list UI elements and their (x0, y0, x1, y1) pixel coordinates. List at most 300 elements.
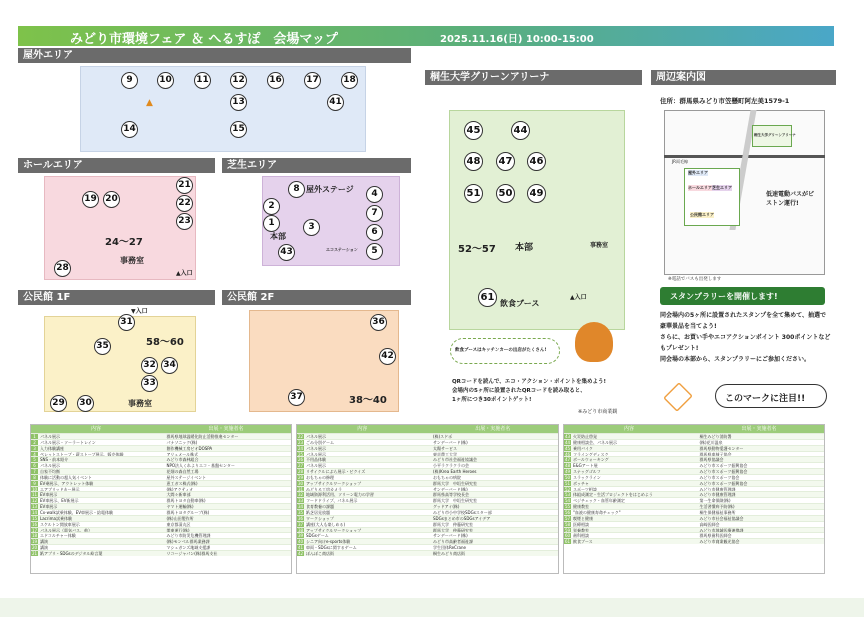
row-exhibitor: 恵工ガス株式(株) (166, 480, 198, 486)
row-exhibitor: みどり市防災危機管理課 (166, 533, 211, 539)
table-row (31, 491, 291, 497)
row-content: ベジチェック・血管年齢測定 (573, 498, 625, 504)
booth-6: 6 (366, 224, 383, 241)
row-content: シニア向けe-sports体験 (306, 539, 351, 545)
row-number: 39 (297, 533, 304, 539)
booth-52-57: 52～57 (458, 244, 496, 255)
row-number: 5 (31, 457, 38, 462)
table-row (297, 503, 558, 509)
map-note: ※電話でバスも出発します (668, 277, 722, 282)
row-number: 25 (297, 451, 304, 457)
row-content: Lacrima試乗体験 (40, 515, 72, 521)
map-rail-label: JR両毛線 (672, 159, 688, 164)
row-content: Cx-walk試乗体験、EV車展示・給電体験 (40, 509, 114, 515)
row-content: スナッグゴルフ (573, 469, 601, 474)
row-exhibitor: 第一生命保険(株) (699, 498, 731, 504)
row-exhibitor: マシュガンズ地域支援課 (166, 545, 211, 550)
row-number: 40 (297, 539, 304, 545)
table-row (297, 538, 558, 544)
booth-28: 28 (54, 260, 71, 277)
row-number: 51 (564, 480, 571, 486)
row-exhibitor: 群馬大学 中垣生研究室 (433, 480, 477, 486)
row-exhibitor: 桐生みどり消防署 (699, 434, 732, 439)
row-content: スポーツ相談 (573, 486, 597, 492)
qr-text: QRコードを読んで、エコ・アクション・ポイントを集めよう! 会場内の5ヶ所に設置されたQRコードを読み取ると、 1ヶ所につき30ポイントゲット! (452, 379, 607, 403)
row-number: 26 (297, 457, 304, 463)
table-row (297, 486, 558, 492)
row-number: 23 (297, 439, 304, 445)
row-number: 15 (31, 515, 38, 521)
table-row (564, 462, 824, 468)
booth-23: 23 (176, 213, 193, 230)
row-number: 38 (297, 527, 304, 533)
row-content: 講演 (40, 539, 48, 545)
row-content: パネル展示 (40, 463, 60, 469)
row-number: 31 (297, 486, 304, 492)
table-row (297, 497, 558, 503)
row-exhibitor: みどり市スポーツ振興協会 (699, 480, 748, 486)
kitchen-car-note: 飲食ブースはキッチンカーの出店がたくさん! (455, 348, 547, 353)
row-exhibitor: 太陽サービス (433, 445, 457, 451)
row-content: フードドライブ、パネル展示 (306, 498, 358, 504)
table-row (564, 445, 824, 451)
table-row (564, 527, 824, 533)
row-number: 41 (297, 545, 304, 551)
booth-49: 49 (527, 184, 546, 203)
row-number: 32 (297, 492, 304, 498)
row-exhibitor: みどり市スポーツ協会 (699, 474, 740, 480)
row-exhibitor: 群馬大学 中垣生研究室 (433, 498, 477, 504)
booth-18: 18 (341, 72, 358, 89)
table-row (297, 509, 558, 515)
outdoor-area-title: 屋外エリア (18, 48, 411, 63)
table-row (31, 544, 291, 550)
row-exhibitor: おもちゃの病院 (433, 474, 461, 480)
row-exhibitor: (株)モンベル群馬業務課 (166, 539, 210, 545)
booth-9: 9 (121, 72, 138, 89)
table-header: 内容 出展・実施者名 (564, 425, 824, 433)
row-content: EV車展示 (40, 492, 58, 498)
row-exhibitor: アリュメール株式 (166, 451, 199, 457)
row-number: 13 (31, 504, 38, 510)
civic-1f-entrance: ▼入口 (131, 308, 148, 315)
booth-12: 12 (230, 72, 247, 89)
row-exhibitor: みどり市健康管理課 (699, 492, 736, 498)
lawn-hq: 本部 (270, 232, 286, 241)
table-row (297, 451, 558, 457)
row-content: EV車展示 (40, 504, 58, 509)
row-content: ワークショップ (306, 515, 334, 521)
row-content: 健康相談会、パネル展示 (573, 439, 617, 445)
row-exhibitor: みどり市社会福祉協議会 (699, 515, 744, 521)
table-row (297, 468, 558, 474)
table-row (297, 439, 558, 445)
row-content: アップサイクルワークショップ (306, 480, 362, 486)
table-row (297, 532, 558, 538)
row-number: 4 (31, 452, 38, 457)
row-content: 不用品体験 (306, 457, 326, 463)
table-row (564, 456, 824, 462)
booth-45: 45 (464, 121, 483, 140)
row-content: パネル展示 (306, 445, 326, 451)
row-number: 53 (564, 492, 571, 498)
map-arena-label: 桐生大学グリーンアリーナ (754, 133, 796, 137)
booth-21: 21 (176, 177, 193, 194)
row-content: ボッチャ (573, 480, 589, 486)
row-exhibitor: 小平ラクラクラの会 (433, 463, 469, 469)
row-content: パネル展示 (40, 434, 60, 439)
row-content: 飲食ブース (573, 539, 593, 545)
row-number: 34 (297, 504, 304, 510)
booth-44: 44 (511, 121, 530, 140)
guide-address: 住所：群馬県みどり市笠懸町阿左美1579-1 (660, 97, 790, 105)
table-row (297, 515, 558, 521)
booth-3: 3 (303, 219, 320, 236)
table-row (297, 491, 558, 497)
booth-14: 14 (121, 121, 138, 138)
table-body (564, 433, 824, 544)
map-hall-label: ホールエリア (688, 185, 712, 190)
arena-hq: 本部 (515, 243, 534, 253)
civic-1f-title: 公民館 1F (18, 290, 215, 305)
table-row (31, 538, 291, 544)
booth-48: 48 (464, 152, 483, 171)
row-content: 食育教養の課題 (306, 504, 334, 509)
table-row (31, 433, 291, 439)
booth-30: 30 (77, 395, 94, 412)
table-row (564, 503, 824, 509)
arena-office: 事務室 (590, 242, 609, 249)
guide-title: 周辺案内図 (651, 70, 836, 85)
row-content: パネル展示 (306, 463, 326, 469)
row-exhibitor: (株)Krea Earth Heroes (433, 469, 477, 474)
table-row (297, 462, 558, 468)
booth-16: 16 (267, 72, 284, 89)
row-number: 57 (564, 515, 571, 521)
row-exhibitor: 関東運行(株) (166, 527, 190, 533)
exhibitor-table-3 (563, 424, 825, 574)
row-content: "血液の健康寿命チェック" (573, 509, 621, 515)
row-content: おもちゃの修理 (306, 474, 334, 480)
row-content: スラックライン (573, 474, 601, 480)
table-row (564, 486, 824, 492)
row-content: 紙アプリ・SDGsのデジタル絵言葉 (40, 550, 103, 556)
row-content: EV車展示、EV新展示 (40, 498, 79, 504)
booth-20: 20 (103, 191, 120, 208)
stamp-mark-icon (663, 382, 693, 412)
table-body (297, 433, 558, 556)
table-row (31, 468, 291, 474)
row-number: 20 (31, 545, 38, 551)
row-exhibitor: 群馬県歯科医師会 (699, 533, 732, 539)
booth-46: 46 (527, 152, 546, 171)
row-exhibitor: みどり市スポーツ振興協会 (699, 469, 748, 474)
row-number: 21 (31, 550, 38, 556)
booth-19: 19 (82, 191, 99, 208)
booth-51: 51 (464, 184, 483, 203)
table-row (31, 486, 291, 492)
table-body (31, 433, 291, 556)
stamp-icon: ▲ (146, 98, 153, 108)
row-exhibitor: 群馬県協議会 (699, 457, 724, 463)
exhibitor-table-1 (30, 424, 292, 574)
booth-37: 37 (288, 389, 305, 406)
table-row (564, 433, 824, 439)
table-row (297, 474, 558, 480)
row-number: 61 (564, 539, 571, 545)
table-row (31, 521, 291, 527)
mark-note: このマークに注目!! (725, 394, 806, 404)
row-number: 58 (564, 521, 571, 527)
table-row (297, 544, 558, 550)
table-row (31, 480, 291, 486)
booth-31: 31 (118, 314, 135, 331)
row-content: みどりる工房カメラ (306, 486, 342, 492)
row-number: 28 (297, 469, 304, 475)
table-row (564, 532, 824, 538)
row-number: 43 (564, 434, 571, 439)
booth-22: 22 (176, 195, 193, 212)
booth-61: 61 (478, 288, 497, 307)
row-exhibitor: 桐生保健福祉事務所 (699, 509, 736, 515)
table-row (564, 451, 824, 457)
table-row (31, 462, 291, 468)
row-number: 29 (297, 474, 304, 480)
row-content: リサイクルにぶら展示・ビクイズ (306, 469, 366, 474)
row-exhibitor: 群馬トヨタグループ(株) (166, 509, 210, 515)
row-exhibitor: サンデーバード(株) (433, 439, 468, 445)
arena-credit: ※みどり市商業観 (578, 409, 618, 415)
booth-42: 42 (379, 348, 396, 365)
row-content: SDGsゲーム (306, 533, 329, 539)
row-exhibitor: 群馬県動物愛護センター (699, 445, 744, 451)
row-exhibitor: みどり市高齢者福祉課 (433, 539, 473, 545)
row-number: 60 (564, 533, 571, 539)
hall-entrance: ▲入口 (176, 270, 193, 277)
booth-5: 5 (366, 243, 383, 260)
booth-11: 11 (194, 72, 211, 89)
booth-15: 15 (230, 121, 247, 138)
booth-17: 17 (304, 72, 321, 89)
row-number: 47 (564, 457, 571, 463)
row-number: 10 (31, 486, 38, 492)
row-exhibitor: 群馬県高等学校長会 (433, 492, 469, 498)
row-exhibitor: SDGsまとめ市のSDGsアイデア (433, 515, 491, 521)
map-outdoor-label: 屋外エリア (688, 170, 708, 175)
booth-1: 1 (263, 215, 280, 232)
exhibitor-table-2 (296, 424, 559, 574)
row-exhibitor: (株)花川温泉 (699, 439, 723, 445)
row-content: ごみ分別ゲーム (306, 439, 334, 445)
booth-47: 47 (496, 152, 515, 171)
map-lawn-label: 芝生エリア (712, 185, 732, 190)
table-row (31, 474, 291, 480)
hall-area-title: ホールエリア (18, 158, 215, 173)
booth-10: 10 (157, 72, 174, 89)
row-content: 医療相談 (573, 521, 589, 527)
table-row (31, 515, 291, 521)
row-number: 22 (297, 434, 304, 439)
row-exhibitor: グッドアイ(株) (433, 504, 460, 509)
table-row (564, 468, 824, 474)
row-exhibitor: リコージャパン(株)群馬支社 (166, 550, 218, 556)
row-content: 紙芝居見放題 (306, 509, 330, 515)
outdoor-stage: 屋外ステージ (306, 185, 354, 194)
row-number: 7 (31, 469, 38, 474)
table-row (297, 480, 558, 486)
row-exhibitor: ヤマト運輸(株) (166, 504, 194, 509)
row-exhibitor: サンデーバード(株) (433, 486, 468, 492)
table-row (31, 497, 291, 503)
table-row (297, 550, 558, 556)
row-number: 1 (31, 434, 38, 439)
row-number: 54 (564, 498, 571, 504)
row-exhibitor: パナソニック(株) (166, 439, 198, 445)
row-exhibitor: (株)スドポ (433, 434, 453, 439)
table-row (297, 456, 558, 462)
row-number: 19 (31, 539, 38, 545)
row-number: 3 (31, 446, 38, 451)
booth-29: 29 (50, 395, 67, 412)
row-content: フライングディスク (573, 451, 609, 457)
row-content: ボールウォーキング (573, 457, 609, 463)
row-content: パネル展示 (306, 434, 326, 439)
stamp-rally-text: 同会場内の5ヶ所に設置されたスタンプを全て集めて、抽選で豪華景品を当てよう! さらに、お買い手やエコアクションポイント 300ポイントなどもプレゼント! 同会場の本部から、スタンプラリーにご参加ください。 (660, 312, 831, 363)
row-number: 35 (297, 509, 304, 515)
row-number: 55 (564, 504, 571, 510)
row-content: エドコルチャー体験 (40, 533, 76, 539)
booth-34: 34 (161, 357, 178, 374)
row-content: ぽんぽこ商店街 (306, 550, 334, 556)
table-row (31, 527, 291, 533)
booth-43: 43 (278, 244, 295, 261)
table-row (31, 509, 291, 515)
row-exhibitor: 群馬大学 仲藤研究室 (433, 521, 473, 527)
row-number: 14 (31, 509, 38, 515)
table-row (31, 550, 291, 556)
row-content: スケルトン開放車展示 (40, 521, 80, 527)
booth-41: 41 (327, 94, 344, 111)
footer-band (0, 598, 864, 617)
row-number: 45 (564, 445, 571, 451)
bus-note: 低速電動バスがピストン運行! (766, 191, 815, 207)
table-row (564, 480, 824, 486)
row-content: EV乗展示、アウトレット体験 (40, 480, 94, 486)
row-number: 49 (564, 469, 571, 475)
table-row (564, 439, 824, 445)
arena-entrance: ▲入口 (570, 294, 587, 301)
row-content: アップサイクルワークショップ (306, 527, 362, 533)
row-number: 9 (31, 481, 38, 486)
row-number: 2 (31, 440, 38, 445)
civic-1f-office: 事務室 (128, 399, 152, 408)
row-number: 17 (31, 527, 38, 533)
row-number: 42 (297, 550, 304, 556)
table-row (297, 445, 558, 451)
row-content: 栄養教室 (573, 527, 589, 533)
row-exhibitor: 創作機械工房ビオDOSPA (166, 445, 213, 451)
row-exhibitor: 群馬大学 仲藤研究室 (433, 527, 473, 533)
row-number: 37 (297, 521, 304, 527)
mascot-icon (575, 322, 613, 362)
row-content: SNS・前本紹介 (40, 457, 69, 463)
row-number: 33 (297, 498, 304, 504)
booth-33: 33 (141, 375, 158, 392)
booth-58-60: 58～60 (146, 337, 184, 348)
row-exhibitor: みどり市商業観光協会 (699, 539, 740, 545)
row-exhibitor: 高崎医師会 (699, 521, 720, 527)
row-number: 27 (297, 463, 304, 469)
row-exhibitor: 群馬県地球温暖化防止活動推進センター (166, 434, 239, 439)
row-number: 46 (564, 451, 571, 457)
row-exhibitor: 東京農工大学 (433, 451, 457, 457)
row-exhibitor: (株)山田製作所 (166, 515, 194, 521)
event-date: 2025.11.16(日) 10:00-15:00 (440, 34, 594, 45)
table-row (297, 433, 558, 439)
arena-title: 桐生大学グリーンアリーナ (425, 70, 642, 85)
row-content: パネル展示（電気バス、他） (40, 527, 93, 533)
row-number: 36 (297, 515, 304, 521)
table-row (31, 456, 291, 462)
row-content: 自家不均衡 (40, 469, 60, 474)
row-exhibitor: 生活習慣病予防(株) (699, 504, 735, 509)
row-exhibitor: みどり市地域医療連携課 (699, 527, 744, 533)
row-exhibitor: 群馬県車椅子協会 (699, 451, 732, 457)
booth-36: 36 (370, 314, 387, 331)
row-number: 48 (564, 463, 571, 469)
row-exhibitor: (株)アクティオ (166, 486, 194, 492)
row-content: パネル展示 (306, 451, 326, 457)
row-number: 59 (564, 527, 571, 533)
booth-50: 50 (496, 184, 515, 203)
map-civic-label: 公民館エリア (690, 212, 714, 217)
row-content: 地域資源利活用、ソリーン電力の学習 (306, 492, 374, 498)
row-exhibitor: みどり市スポーツ振興協会 (699, 463, 748, 469)
booth-35: 35 (94, 338, 111, 355)
row-exhibitor: 学生団体ReCrane (433, 545, 466, 550)
table-row (31, 503, 291, 509)
hall-office: 事務室 (120, 256, 144, 265)
row-content: 健康教室 (573, 504, 589, 509)
booth-4: 4 (366, 186, 383, 203)
row-number: 8 (31, 475, 38, 480)
table-row (31, 439, 291, 445)
row-exhibitor: みどり市健康管理課 (699, 486, 736, 492)
eco-station: エコステーション (326, 247, 358, 252)
booth-2: 2 (263, 198, 280, 215)
row-content: 車両・SDGsに関するゲーム (306, 545, 357, 550)
table-header: 内容 出展・実施者名 (297, 425, 558, 433)
row-exhibitor: サンデーバード(株) (433, 533, 468, 539)
row-number: 16 (31, 521, 38, 527)
row-content: 体験に活動の超人気イベント (40, 474, 92, 480)
row-exhibitor: みどり市社会福祉協議会 (433, 457, 477, 463)
civic-2f-title: 公民館 2F (222, 290, 411, 305)
booth-24-27: 24～27 (105, 237, 143, 248)
row-content: 火災防止啓発 (573, 434, 597, 439)
table-row (31, 445, 291, 451)
row-exhibitor: NPO法人くれよりエコ・基盤センター (166, 463, 235, 469)
food-booth: 飲食ブース (500, 299, 540, 308)
row-number: 24 (297, 445, 304, 451)
table-row (564, 515, 824, 521)
booth-38-40: 38～40 (349, 395, 387, 406)
table-row (564, 521, 824, 527)
row-number: 56 (564, 509, 571, 515)
table-row (297, 527, 558, 533)
table-row (564, 497, 824, 503)
row-exhibitor: 花畑の森自然工場 (166, 469, 199, 474)
